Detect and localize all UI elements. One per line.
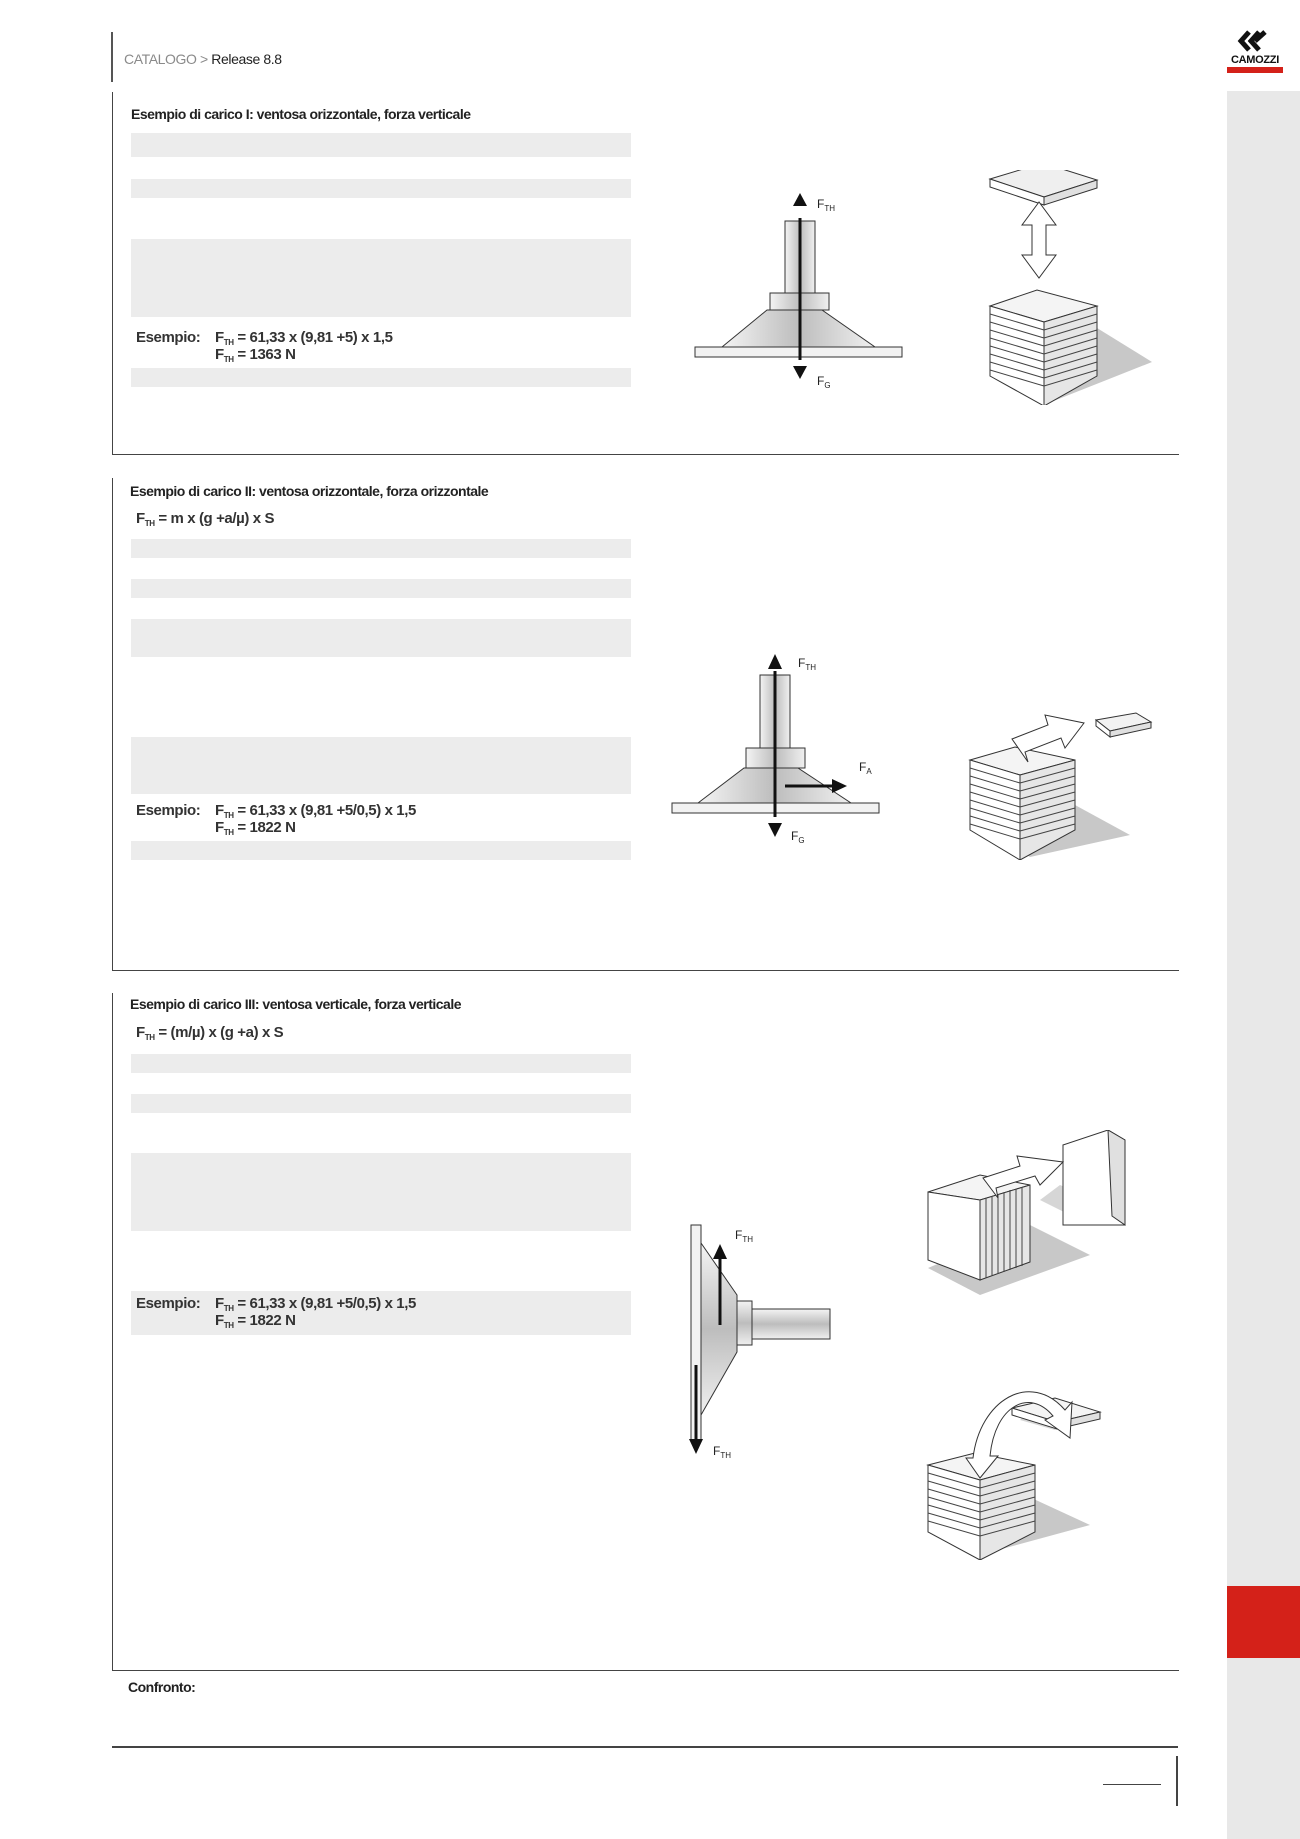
section-2-row <box>131 539 631 558</box>
breadcrumb-catalog[interactable]: CATALOGO <box>124 51 197 67</box>
section-2-title: Esempio di carico II: ventosa orizzontale, forza orizzontale <box>130 483 489 499</box>
section-3-example-line-2: $F_{TH} = 1822$ N <box>215 1312 296 1330</box>
section-2-stack-illustration <box>960 695 1155 860</box>
section-3-wall-stack-illustration <box>920 1130 1170 1300</box>
section-3-row <box>131 1054 631 1073</box>
side-tab-strip <box>1227 91 1300 1839</box>
section-2-label-fg: $F_G$ <box>791 829 805 845</box>
force-down-arrow-icon <box>689 1439 703 1454</box>
section-1-example-line-2: $F_{TH} = 1363$ N <box>215 346 296 364</box>
force-down-arrow-icon <box>768 823 782 837</box>
section-3-flip-stack-illustration <box>920 1360 1150 1560</box>
section-2-example-label: Esempio: <box>136 802 201 819</box>
section-2-label-fa: $F_A$ <box>859 760 872 776</box>
section-2-example-line-1: $F_{TH} = 61,33$ x (9,81 +5/0,5) x 1,5 <box>215 802 416 820</box>
section-2-suction-cup-diagram <box>665 645 895 855</box>
section-3-label-fth-top: $F_{TH}$ <box>735 1228 754 1244</box>
section-3-row <box>131 1153 631 1231</box>
section-3-row <box>131 1094 631 1113</box>
section-1-row <box>131 179 631 198</box>
section-1-title: Esempio di carico I: ventosa orizzontale, forza verticale <box>131 106 471 122</box>
section-3-title: Esempio di carico III: ventosa verticale, forza verticale <box>130 996 461 1012</box>
section-2-row <box>131 619 631 657</box>
section-1-stack-illustration <box>980 170 1155 405</box>
section-3-suction-cup-diagram <box>680 1215 840 1460</box>
force-up-arrow-icon <box>768 654 782 669</box>
logo-red-bar <box>1227 67 1283 73</box>
section-2-row <box>131 737 631 794</box>
section-3-label-fth-bottom: $F_{TH}$ <box>713 1444 732 1460</box>
force-right-arrow-icon <box>832 779 847 793</box>
camozzi-logo <box>1225 28 1283 76</box>
side-tab-active[interactable] <box>1227 1586 1300 1658</box>
section-1-row <box>131 368 631 387</box>
header-rule <box>111 32 113 82</box>
force-up-arrow-icon <box>713 1244 727 1259</box>
section-1-suction-cup-diagram <box>690 190 920 400</box>
footer-vertical-rule <box>1176 1756 1178 1806</box>
section-2-example-line-2: $F_{TH} = 1822$ N <box>215 819 296 837</box>
section-1-example-line-1: $F_{TH} = 61,33$ x (9,81 +5) x 1,5 <box>215 329 393 347</box>
breadcrumb-separator: > <box>200 51 208 67</box>
force-up-arrow-icon <box>793 193 807 206</box>
section-2-formula: $F_{TH} = m$ x (g +a/µ) x S <box>136 510 275 528</box>
confronto-label: Confronto: <box>128 1679 196 1695</box>
force-down-arrow-icon <box>793 366 807 379</box>
section-2-row <box>131 579 631 598</box>
section-1-label-fth: $F_{TH}$ <box>817 197 836 213</box>
section-1-example-label: Esempio: <box>136 329 201 346</box>
section-3-example-label: Esempio: <box>136 1295 201 1312</box>
section-2-label-fth: $F_{TH}$ <box>798 656 817 672</box>
section-1-row <box>131 239 631 317</box>
footer-rule <box>112 1746 1178 1748</box>
logo-text: CAMOZZI <box>1230 54 1279 66</box>
breadcrumb-release: Release 8.8 <box>211 51 282 67</box>
section-3-example-line-1: $F_{TH} = 61,33$ x (9,81 +5/0,5) x 1,5 <box>215 1295 416 1313</box>
breadcrumb <box>124 51 282 67</box>
section-1-row <box>131 133 631 157</box>
footer-page-line <box>1103 1784 1161 1785</box>
section-3-formula: $F_{TH} = (m/\mu)$ x (g +a) x S <box>136 1024 284 1042</box>
section-1-label-fg: $F_G$ <box>817 374 831 390</box>
camozzi-mark-icon <box>1225 28 1283 54</box>
section-2-row <box>131 841 631 860</box>
